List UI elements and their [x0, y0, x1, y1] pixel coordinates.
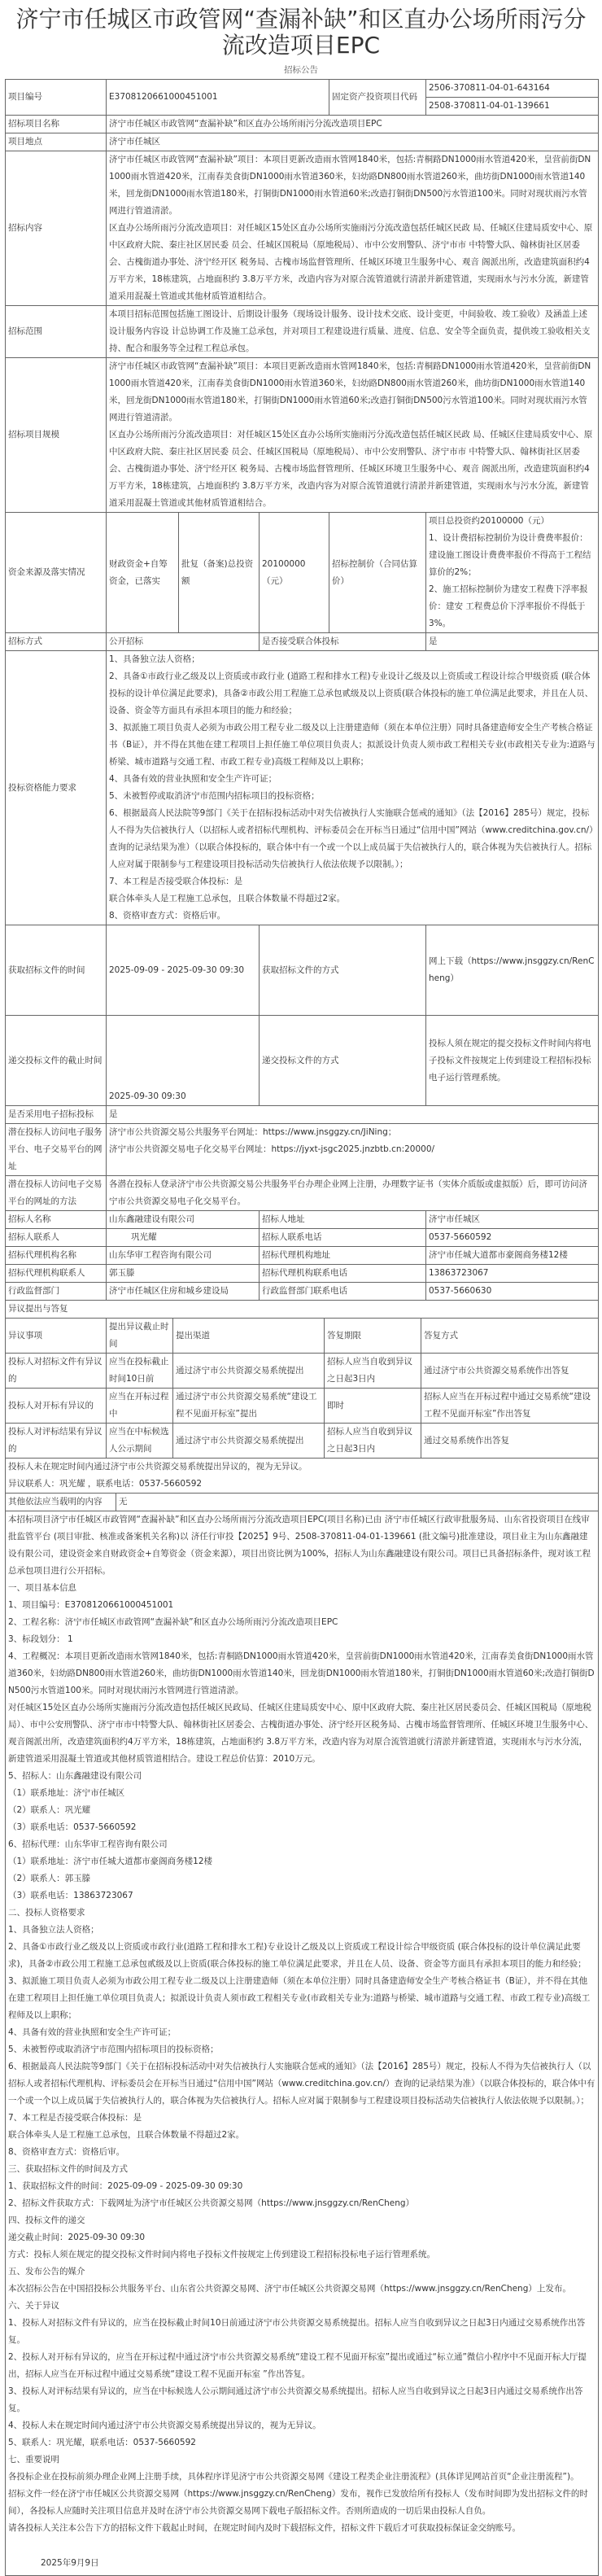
electronic-value: 是 [107, 1106, 599, 1124]
contact-label: 招标代理机构联系电话 [260, 1265, 426, 1283]
fixed-asset-code-label: 固定资产投资项目代码 [329, 80, 426, 116]
contact-label: 招标人联系人 [6, 1229, 107, 1247]
page-subtitle: 招标公告 [284, 65, 318, 75]
body-paragraph: 3、拟派施工项目负责人必须为市政公用工程专业二级及以上注册建造师（须在本单位注册）同时具备建造师安全生产考核合格证书（B证），并不得在其他在建工程项目上担任施工单位项目负责人；拟派设计负责人须市政工程相关专业(市政相关专业为:道路与桥梁、城市道路与交通工程、市政工程专业)高级工程师及以上职称； [8, 1976, 591, 2020]
contact-value: 0537-5660592 [426, 1229, 599, 1247]
qualification-line: 2、具备①市政行业乙级及以上资质或市政行业 (道路工程和排水工程)专业设计乙级及以上资质或工程设计综合甲级资质 (联合体投标的设计单位满足此要求)，具备②市政公用工程施工总承包贰级及以上资质(联合体投标的施工单位满足此要求，并且在人员、设备、资金等方面具有承担本项目的能力和经验； [109, 671, 594, 715]
objection-cell: 招标人应当自收到异议之日起3日内 [325, 1354, 421, 1389]
qualification-line: 5、未被暂停或取消济宁市范围内招标项目的投标资格； [109, 791, 320, 801]
row-contact [6, 1265, 599, 1283]
section-heading: 三、获取招标文件的时间及方式 [8, 2164, 128, 2174]
body-paragraph: 请各投标人关注本公告下方的招标文件下载起止时间，在规定时间内及时下载招标文件，招标文件下载后才可获取投标保证金交纳账号。 [8, 2523, 521, 2533]
obtain-method-value: 网上下载（https://www.jnsggzy.cn/RenCheng） [426, 925, 599, 1016]
row-platform-urls [6, 1124, 599, 1176]
contact-label: 招标人名称 [6, 1211, 107, 1229]
objection-cell: 通过济宁市公共资源交易系统作出答复 [421, 1354, 599, 1389]
qualification-line: 8、资格审查方式：资格后审。 [109, 911, 226, 921]
contact-value: 13863723067 [426, 1265, 599, 1283]
body-paragraph: 4、工程概况：本项目更新改造雨水管网1840米，包括:青桐路DN1000雨水管道420米，皇营前街DN1000雨水管道420米，江南春美食街DN1000雨水管道360米，妇幼路DN800雨水管道260米，曲坊街DN1000雨水管道140米，回龙街DN1000雨水管道180米，打铜街DN1000雨水管道60米;改造打铜街DN500污水管道100米。同时对现状雨污水管网进行管道清淤。 [8, 1651, 595, 1695]
row-bid-content [6, 151, 599, 306]
body-paragraph: （3）联系电话：0537-5660592 [8, 1822, 137, 1832]
qualification-line: 1、具备独立法人资格； [109, 654, 200, 664]
row-bid-scale [6, 358, 599, 513]
body-paragraph: 2、工程名称：济宁市任城区市政管网“查漏补缺”和区直办公场所雨污分流改造项目EPC [8, 1617, 338, 1627]
qualification-line: 3、拟派施工项目负责人必须为市政公用工程专业二级及以上注册建造师（须在本单位注册）同时具备建造师安全生产考核合格证书（B证），并不得在其他在建工程项目上担任施工单位项目负责人；拟派设计负责人须市政工程相关专业(市政相关专业为:道路与桥梁、城市道路与交通工程、市政工程专业)高级工程师及以上职称； [109, 723, 595, 767]
row-funding [6, 513, 599, 633]
bid-scope-value: 本项目招标范围包括施工图设计、后期设计服务（现场设计服务、设计技术交底、设计变更，中间验收、竣工验收）及涵盖上述设计服务内容设 计总协调工作及施工总承包，并对项目工程建设进行质量、进度、信息、安全等全面负责，提供竣工验收相关支持、配合和服务等全过程工程总承包。 [107, 306, 599, 358]
contact-value: 0537-5660630 [426, 1283, 599, 1301]
submit-method-label: 递交投标文件的方式 [260, 1016, 426, 1106]
project-location-label: 项目地点 [6, 133, 107, 151]
objection-cell: 应当在开标过程中 [107, 1389, 173, 1424]
objection-cell: 通过济宁市公共资源交易系统提出 [173, 1354, 325, 1389]
fixed-asset-code-1: 2506-370811-04-01-643164 [426, 80, 599, 98]
objection-header-row [6, 1319, 599, 1354]
objection-note-row [6, 1459, 599, 1494]
row-electronic [6, 1106, 599, 1124]
row-project-code [6, 80, 599, 98]
contact-label: 行政监督部门联系电话 [260, 1283, 426, 1301]
platform-urls-value [107, 1124, 599, 1176]
row-contact [6, 1229, 599, 1247]
bid-scale-paragraph: 济宁市任城区市政管网“查漏补缺”项目：本项目更新改造雨水管网1840米，包括:青桐路DN1000雨水管道420米，皇营前街DN1000雨水管道420米，江南春美食街DN1000雨水管道360米，妇幼路DN800雨水管道260米，曲坊街DN1000雨水管道140米，回龙街DN1000雨水管道180米，打铜街DN1000雨水管道60米;改造打铜街DN500污水管道100米。同时对现状雨污水管网进行管道清淤。 [109, 361, 591, 422]
control-price-value [426, 513, 599, 633]
section-heading: 五、发布公告的媒介 [8, 2267, 85, 2276]
body-paragraph: 各投标企业在投标前须办理企业网上注册手续，具体程序详见济宁市公共资源交易网《建设工程类企业注册流程》(具体详见网站首页“企业注册流程”)。 [8, 2472, 579, 2482]
row-project-name [6, 116, 599, 133]
body-paragraph: 1、项目编号：E3708120661000451001 [8, 1600, 174, 1610]
objection-note-line: 投标人未在规定时间内通过济宁市公共资源交易系统提出异议的，视为无异议。 [8, 1462, 308, 1472]
announcement-date: 2025年9月9日 [41, 2558, 99, 2568]
contact-value: 济宁市任城区住房和城乡建设局 [107, 1283, 260, 1301]
bid-scale-value [107, 358, 599, 513]
row-contact [6, 1247, 599, 1265]
submit-deadline-value: 2025-09-30 09:30 [107, 1016, 260, 1106]
obtain-method-label: 获取招标文件的方式 [260, 925, 426, 1016]
objection-cell: 投标人对开标有异议的 [6, 1389, 107, 1424]
body-paragraph: 7、本工程是否接受联合体投标：是 [8, 2113, 142, 2123]
project-location-value: 济宁市任城区 [107, 133, 599, 151]
row-other [6, 1494, 599, 1511]
body-paragraph: 2、招标文件获取方式：下载网址为济宁市任城区公共资源交易网（https://www.jnsggzy.cn/RenCheng） [8, 2198, 415, 2208]
qualification-line: 联合体牵头人是工程施工总承包，且联合体数量不得超过2家。 [109, 894, 346, 903]
objection-header: 答复方式 [421, 1319, 599, 1354]
body-paragraph: 8、资格审查方式：资格后审。 [8, 2147, 125, 2157]
platform-urls-label: 潜在投标人访问电子服务平台、电子交易平台的网址 [6, 1124, 107, 1176]
electronic-label: 是否采用电子招标投标 [6, 1106, 107, 1124]
body-paragraph: （1）联系地址：济宁市任城大道都市豪阁商务楼12楼 [8, 1857, 213, 1866]
control-price-line: 项目总投资约20100000（元） [429, 516, 549, 526]
body-paragraph: 方式：投标人须在规定的提交投标文件时间内将电子投标文件按规定上传到建设工程招标投标电子运行管理系统。 [8, 2250, 435, 2259]
consortium-value: 是 [426, 633, 599, 651]
objection-header: 提出渠道 [173, 1319, 325, 1354]
consortium-label: 是否接受联合体投标 [260, 633, 426, 651]
bid-method-value: 公开招标 [107, 633, 260, 651]
bid-method-label: 招标方式 [6, 633, 107, 651]
body-paragraph: 本招标项目济宁市任城区市政管网“查漏补缺”和区直办公场所雨污分流改造项目EPC(项目名称)已由 济宁市任城区行政审批服务局、山东省投资项目在线审批监管平台 (项目审批、核准或备案机关名称)以 济任行审投【2025】9号、2508-370811-04-01-139661 (批文编号)批准建设，项目业主为山东鑫融建设有限公司，建设资金来自财政资金+自筹资金（资金来源），项目出资比例为100%，招标人为山东鑫融建设有限公司。项目已具备招标条件，现对该工程总承包项目进行公开招标。 [8, 1515, 591, 1576]
objection-cell: 招标人应当自收到异议之日起3日内 [325, 1424, 421, 1459]
body-paragraph: 递交截止时间：2025-09-30 09:30 [8, 2233, 146, 2242]
section-heading: 四、投标文件的递交 [8, 2215, 85, 2225]
submit-method-value: 投标人须在规定的提交投标文件时间内将电子投标文件按规定上传到建设工程招标投标电子运行管理系统。 [426, 1016, 599, 1106]
platform-method-label: 潜在投标人访问电子交易平台的网址的方法 [6, 1176, 107, 1211]
objection-header: 答复期限 [325, 1319, 421, 1354]
objection-cell: 通过交易系统作出答复 [421, 1424, 599, 1459]
contact-label: 招标人联系电话 [260, 1229, 426, 1247]
contact-value: 郭玉滕 [107, 1265, 260, 1283]
body-paragraph: 1、投标人对招标文件有异议的，应当在投标截止时间10日前通过济宁市公共资源交易系统提出。招标人应当自收到异议之日起3日内通过交易系统作出答复。 [8, 2318, 586, 2345]
body-paragraph: （2）联系人：郭玉滕 [8, 1874, 91, 1883]
body-paragraph: 3、标段划分： 1 [8, 1634, 73, 1644]
objection-table [5, 1319, 599, 1494]
qualification-value [107, 651, 599, 925]
objection-cell: 通过济宁市公共资源交易系统“建设工程不见面开标室”提出 [173, 1389, 325, 1424]
section-heading: 二、投标人资格要求 [8, 1908, 85, 1918]
objection-cell: 应当在投标截止时间10日前 [107, 1354, 173, 1389]
submit-deadline-label: 递交投标文件的截止时间 [6, 1016, 107, 1106]
other-table [5, 1494, 599, 2576]
body-paragraph: 招标文件一经在济宁市任城区公共资源交易网（https://www.jnsggzy.cn/RenCheng）发布，视作已发放给所有投标人（发布时间即为发出招标文件的时间），各投标人应随时关注项目信息并及时在济宁市公共资源交易网下载电子版招标文件。否则所造成的一切后果由投标人自负。 [8, 2489, 588, 2516]
body-paragraph: 1、具备独立法人资格； [8, 1925, 99, 1935]
obtain-time-value: 2025-09-09 - 2025-09-30 09:30 [107, 925, 260, 1016]
row-objection-section [6, 1301, 599, 1319]
bid-content-paragraph: 济宁市任城区市政管网“查漏补缺”项目：本项目更新改造雨水管网1840米，包括:青桐路DN1000雨水管道420米，皇营前街DN1000雨水管道420米，江南春美食街DN1000雨水管道360米，妇幼路DN800雨水管道260米，曲坊街DN1000雨水管道140米，回龙街DN1000雨水管道180米，打铜街DN1000雨水管道60米;改造打铜街DN500污水管道100米。同时对现状雨污水管网进行管道清淤。 [109, 155, 591, 216]
bid-content-label: 招标内容 [6, 151, 107, 306]
project-name-value: 济宁市任城区市政管网“查漏补缺”和区直办公场所雨污分流改造项目EPC [107, 116, 599, 133]
qualification-line: 7、本工程是否接受联合体投标：是 [109, 877, 243, 886]
body-paragraph: 6、根据最高人民法院等9部门《关于在招标投标活动中对失信被执行人实施联合惩戒的通知》（法【2016】285号）规定，投标人不得为失信被执行人（以招标人或者招标代理机构、评标委员会在开标当日通过“信用中国”网站（www.creditchina.gov.cn/）查询的记录结果为准）（以联合体投标的，联合体中有一个或一个以上成员属于失信被执行人的，联合体视为失信被执行人。招标人应对属于限制参与工程建设项目投标活动失信被执行人依法依规予以限制。）； [8, 2062, 595, 2106]
contact-value: 山东华审工程咨询有限公司 [107, 1247, 260, 1265]
row-bid-method [6, 633, 599, 651]
control-price-label: 招标控制价（合同估算价） [329, 513, 426, 633]
objection-section-label: 异议提出与答复 [6, 1301, 599, 1319]
body-paragraph: 1、获取招标文件的时间：2025-09-09 - 2025-09-30 09:30 [8, 2181, 243, 2191]
contact-label: 招标代理机构联系人 [6, 1265, 107, 1283]
body-paragraph: 5、招标人：山东鑫融建设有限公司 [8, 1771, 142, 1781]
row-obtain-docs [6, 925, 599, 1016]
body-paragraph: 2、投标人对开标有异议的，应当在开标过程中通过济宁市公共资源交易系统“建设工程不见面开标室”提出或通过“标立通”微信小程序中不见面开标大厅提出，招标人应当在开标过程中通过交易系统“建设工程不见面开标室 ”作出答复。 [8, 2352, 587, 2379]
body-paragraph: 2、具备①市政行业乙级及以上资质或市政行业(道路工程和排水工程)专业设计乙级及以上资质或工程设计综合甲级资质 (联合体投标的设计单位满足此要求)，具备②市政公用工程施工总承包贰级及以上资质(联合体投标的施工单位满足此要求，并且在人员、设备、资金等方面具有承担本项目的能力和经验； [8, 1942, 587, 1969]
funding-label: 资金来源及落实情况 [6, 513, 107, 633]
body-paragraph: 对任城区15处区直办公场所实施雨污分流改造包括任城区民政局、任城区住建局质安中心、原中区政府大院、秦庄社区居民委员会、任城区国税局（原地税局）、市中公安刑警队、济宁市市中特警大队、翰林街社区居委会、古槐街道办事处、济宁经开区税务局、古槐市场监督管理所、任城区环境卫生服务中心、观音阁派出所，改造建筑面积约4万平方米，18栋建筑，占地面积约 3.8万平方米，改造内容为对原合流管道就行清淤并新建管道，实现雨水与污水分流，新建管道采用混凝土管道或其他材质管道相结合。建设工程总价估算：2010万元。 [8, 1703, 594, 1764]
row-contact [6, 1283, 599, 1301]
bid-content-paragraph: 区直办公场所雨污分流改造项目：对任城区15处区直办公场所实施雨污分流改造包括任城区民政 局、任城区住建局质安中心、原中区政府大院、秦庄社区居民委 员会、任城区国税局（原地税局）、市中公安刑警队、济宁市市 中特警大队、翰林街社区居委会、古槐街道办事处、济宁经开区 税务局、古槐市场监督管理所、任城区环境卫生服务中心、观音 阁派出所，改造建筑面积约4万平方米，18栋建筑，占地面积约 3.8万平方米，改造内容为对原合流管道就行清淤并新建管道，实现雨水与污水分流，新建管道采用混凝土管道或其他材质管道相结合。 [109, 223, 593, 301]
body-paragraph: （3）联系电话：13863723067 [8, 1891, 133, 1900]
bid-content-value [107, 151, 599, 306]
qualification-label: 投标资格能力要求 [6, 651, 107, 925]
objection-note-line: 异议联系人：巩光耀 ，联系电话：0537-5660592 [8, 1479, 203, 1489]
objection-cell: 应当在中标候选人公示期间 [107, 1424, 173, 1459]
project-code-value: E3708120661000451001 [107, 80, 329, 116]
objection-header: 提出异议截止时间 [107, 1319, 173, 1354]
objection-row [6, 1354, 599, 1389]
row-bid-scope [6, 306, 599, 358]
bid-scope-label: 招标范围 [6, 306, 107, 358]
bid-scale-label: 招标项目规模 [6, 358, 107, 513]
body-paragraph: 5、未被暂停或取消济宁市范围内招标项目的投标资格； [8, 2045, 219, 2054]
objection-header: 异议事项 [6, 1319, 107, 1354]
qualification-line: 4、具备有效的营业执照和安全生产许可证； [109, 774, 277, 784]
row-platform-method [6, 1176, 599, 1211]
body-paragraph: 3、投标人对评标结果有异议的，应当在中标候选人公示期间通过济宁市公共资源交易系统提出。招标人应当自收到异议之日起3日内通过交易系统作出答复。 [8, 2386, 583, 2413]
contact-value: 巩光耀 [107, 1229, 260, 1247]
other-label: 其他依法应当载明的内容 [6, 1494, 116, 1511]
body-paragraph: 联合体牵头人是工程施工总承包，且联合体数量不得超过2家。 [8, 2130, 245, 2140]
body-paragraph: 4、具备有效的营业执照和安全生产许可证； [8, 2027, 177, 2037]
control-price-line: 2、施工招标控制价为建安工程费下浮率报价：建安 工程费总价下浮率报价不得低于3%。 [429, 584, 588, 628]
platform-url-line[interactable]: 济宁市公共资源交易电子化交易平台网址：https://jyxt-jsgc2025.jnzbtb.cn:20000/ [109, 1144, 435, 1154]
row-contact [6, 1211, 599, 1229]
section-heading: 一、项目基本信息 [8, 1583, 76, 1593]
objection-cell: 通过济宁市公共资源交易系统提出 [173, 1424, 325, 1459]
spacer [8, 2537, 595, 2555]
row-qualification [6, 651, 599, 925]
section-heading: 六、关于异议 [8, 2301, 59, 2311]
contact-value: 济宁市任城大道都市豪阁商务楼12楼 [426, 1247, 599, 1265]
objection-row [6, 1389, 599, 1424]
announcement-body [6, 1511, 599, 2576]
objection-cell: 即时 [325, 1389, 421, 1424]
announcement-table [5, 79, 599, 1319]
body-paragraph: 本次招标公告在中国招投标公共服务平台、山东省公共资源交易网、济宁市任城区公共资源交易网（https://www.jnsggzy.cn/RenCheng）上发布。 [8, 2284, 571, 2294]
body-paragraph: （1）联系地址：济宁市任城区 [8, 1788, 125, 1798]
approved-investment-value: 20100000（元） [260, 513, 329, 633]
objection-cell: 投标人对招标文件有异议的 [6, 1354, 107, 1389]
contact-label: 招标代理机构地址 [260, 1247, 426, 1265]
body-paragraph: 5、联系人：巩光耀，联系电话：0537-5660592 [8, 2438, 196, 2447]
objection-note [6, 1459, 599, 1494]
page-title: 济宁市任城区市政管网“查漏补缺”和区直办公场所雨污分流改造项目EPC [15, 6, 587, 59]
contact-value: 济宁市任城区 [426, 1211, 599, 1229]
objection-row [6, 1424, 599, 1459]
bid-scale-paragraph: 区直办公场所雨污分流改造项目：对任城区15处区直办公场所实施雨污分流改造包括任城区民政 局、任城区住建局质安中心、原中区政府大院、秦庄社区居民委 员会、任城区国税局（原地税局）、市中公安刑警队、济宁市市 中特警大队、翰林街社区居委会、古槐街道办事处、济宁经开区 税务局、古槐市场监督管理所、任城区环境卫生服务中心、观音 阁派出所，改造建筑面积约4万平方米，18栋建筑，占地面积约 3.8万平方米，改造内容为对原合流管道就行清淤并新建管道，实现雨水与污水分流，新建管道采用混凝土管道或其他材质管道相结合。 [109, 430, 593, 508]
obtain-time-label: 获取招标文件的时间 [6, 925, 107, 1016]
control-price-line: 1、设计费招标控制价为设计费费率报价：建设施工图设计费费率报价不得高于工程结算价的2%； [429, 533, 591, 577]
objection-cell: 招标人应当在开标过程中通过交易系统“建设工程不见面开标室”作出答复 [421, 1389, 599, 1424]
contact-label: 招标代理机构名称 [6, 1247, 107, 1265]
contact-value: 山东鑫融建设有限公司 [107, 1211, 260, 1229]
objection-cell: 投标人对评标结果有异议的 [6, 1424, 107, 1459]
body-paragraph: 6、招标代理：山东华审工程咨询有限公司 [8, 1839, 168, 1849]
body-paragraph: 4、投标人未在规定时间内通过济宁市公共资源交易系统提出异议的，视为无异议。 [8, 2421, 321, 2430]
row-body [6, 1511, 599, 2576]
funding-source: 财政资金+自筹资金，已落实 [107, 513, 179, 633]
row-submit-docs [6, 1016, 599, 1106]
platform-url-line[interactable]: 济宁市公共资源交易公共服务平台网址：https://www.jnsggzy.cn/JiNing； [109, 1127, 397, 1137]
approved-investment-label: 批复（备案)总投资额 [179, 513, 260, 633]
contact-label: 招标人地址 [260, 1211, 426, 1229]
project-name-label: 招标项目名称 [6, 116, 107, 133]
project-code-label: 项目编号 [6, 80, 107, 116]
section-heading: 七、重要说明 [8, 2455, 59, 2464]
qualification-line: 6、根据最高人民法院等9部门《关于在招标投标活动中对失信被执行人实施联合惩戒的通知》（法【2016】285号）规定，投标人不得为失信被执行人（以招标人或者招标代理机构、评标委员会在开标当日通过“信用中国”网站（www.creditchina.gov.cn/）查询的记录结果为准）（以联合体投标的，联合体中有一个或一个以上成员属于失信被执行人的，联合体视为失信被执行人。招标人应对属于限制参与工程建设项目投标活动失信被执行人依法依规予以限制。）； [109, 808, 594, 869]
row-project-location [6, 133, 599, 151]
other-value: 无 [116, 1494, 599, 1511]
contact-label: 行政监督部门 [6, 1283, 107, 1301]
body-paragraph: （2）联系人：巩光耀 [8, 1805, 91, 1815]
fixed-asset-code-2: 2508-370811-04-01-139661 [426, 98, 599, 116]
platform-method-value: 各潜在投标人登录济宁市公共资源交易公共服务平台办理企业网上注册，办理数字证书（实体介质版或虚拟版）后，即可访问济宁市公共资源交易电子化交易平台。 [107, 1176, 599, 1211]
